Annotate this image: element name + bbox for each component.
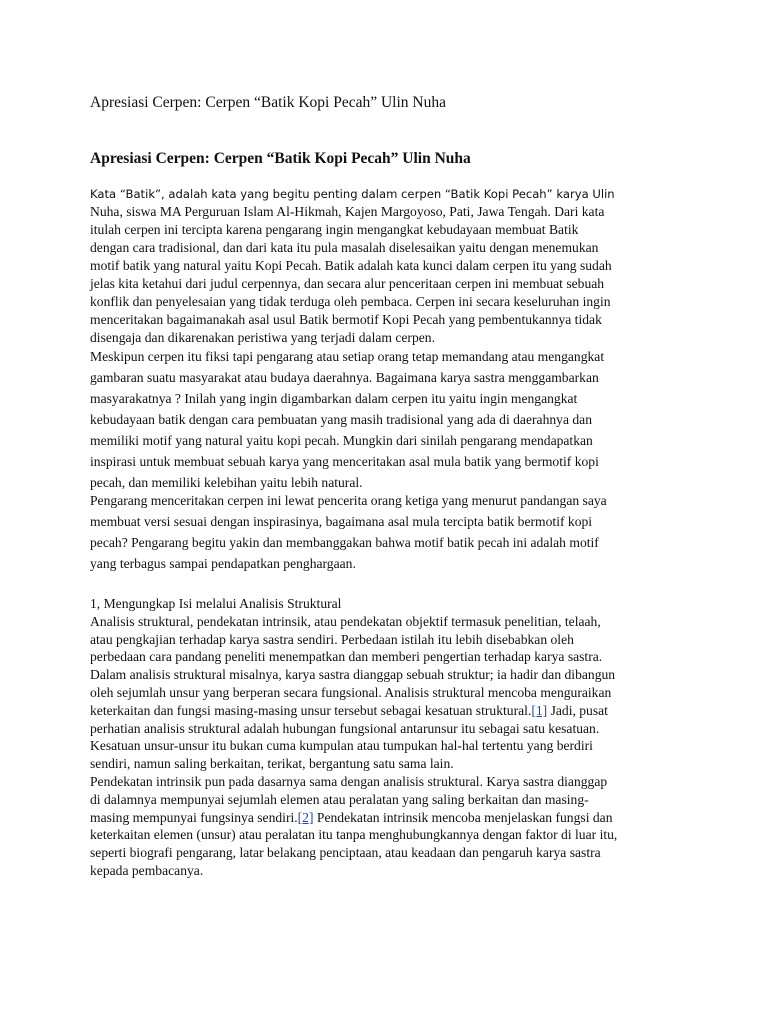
text-segment: keterkaitan dan fungsi masing-masing unsur tersebut sebagai kesatuan struktural.	[90, 702, 532, 718]
text-line: itulah cerpen ini tercipta karena pengarang ingin mengangkat kebudayaan membuat Batik	[90, 222, 579, 237]
text-line: motif batik yang natural yaitu Kopi Pecah. Batik adalah kata kunci dalam cerpen itu yang sudah	[90, 258, 612, 273]
text-line: keterkaitan elemen (unsur) atau peralatan itu tanpa menghubungkannya dengan faktor di luar itu,	[90, 827, 618, 843]
text-line-with-ref	[90, 702, 686, 720]
text-line: seperti biografi pengarang, latar belakang penciptaan, atau keadaan dan pengaruh karya sastra	[90, 845, 601, 861]
paragraph-pengarang	[90, 490, 686, 574]
text-line: Pengarang menceritakan cerpen ini lewat pencerita orang ketiga yang menurut pandangan saya	[90, 493, 607, 508]
article-heading: Apresiasi Cerpen: Cerpen “Batik Kopi Pecah” Ulin Nuha	[90, 150, 471, 167]
text-line: kebudayaan batik dengan cara pembuatan yang masih tradisional yang ada di daerahnya dan	[90, 412, 593, 427]
text-line: disengaja dan dikarenakan peristiwa yang terjadi dalam cerpen.	[90, 330, 435, 345]
paragraph-intro	[90, 185, 686, 347]
text-line: konflik dan penyelesaian yang tidak terduga oleh pembaca. Cerpen ini secara keseluruhan ingin	[90, 294, 611, 309]
text-segment: Jadi, pusat	[547, 702, 608, 718]
text-line: menceritakan bagaimanakah asal usul Batik bermotif Kopi Pecah yang pembentukannya tidak	[90, 312, 602, 327]
text-line: Pendekatan intrinsik pun pada dasarnya sama dengan analisis struktural. Karya sastra dianggap	[90, 773, 608, 789]
text-segment: Pendekatan intrinsik mencoba menjelaskan fungsi dan	[313, 809, 613, 825]
text-line: atau pengkajian terhadap karya sastra sendiri. Perbedaan istilah itu lebih disebabkan oleh	[90, 631, 574, 647]
text-line: jelas kita ketahui dari judul cerpennya, dan secara alur penceritaan cerpen ini membuat sebuah	[90, 276, 605, 291]
text-line: yang terbagus sampai pendapatkan penghargaan.	[90, 556, 356, 571]
text-line: Kata “Batik”, adalah kata yang begitu penting dalam cerpen “Batik Kopi Pecah” karya Ulin	[90, 187, 615, 201]
text-segment: masing mempunyai fungsinya sendiri.	[90, 809, 298, 825]
text-line: di dalamnya mempunyai sejumlah elemen atau peralatan yang saling berkaitan dan masing-	[90, 791, 589, 807]
text-line: Analisis struktural, pendekatan intrinsik, atau pendekatan objektif termasuk penelitian, telaah,	[90, 613, 601, 629]
text-line-with-ref	[90, 809, 686, 827]
section-analisis-struktural	[90, 595, 686, 880]
text-line: Dalam analisis struktural misalnya, karya sastra dianggap sebuah struktur; ia hadir dan dibangun	[90, 667, 616, 683]
text-line: masyarakatnya ? Inilah yang ingin digambarkan dalam cerpen itu yaitu ingin mengangkat	[90, 391, 578, 406]
text-line: sendiri, namun saling berkaitan, terikat, bergantung satu sama lain.	[90, 756, 454, 772]
text-line: kepada pembacanya.	[90, 862, 204, 878]
section-heading: 1, Mengungkap Isi melalui Analisis Struktural	[90, 596, 342, 611]
paragraph-meskipun	[90, 346, 686, 493]
document-title: Apresiasi Cerpen: Cerpen “Batik Kopi Pecah” Ulin Nuha	[90, 94, 446, 111]
footnote-link-2[interactable]: [2]	[297, 809, 314, 825]
text-line: memiliki motif yang natural yaitu kopi pecah. Mungkin dari sinilah pengarang mendapatkan	[90, 433, 593, 448]
text-line: Meskipun cerpen itu fiksi tapi pengarang atau setiap orang tetap memandang atau mengangkat	[90, 349, 605, 364]
text-line: inspirasi untuk membuat sebuah karya yang menceritakan asal mula batik yang bermotif kopi	[90, 454, 599, 469]
text-line: pecah, dan memiliki kelebihan yaitu lebih natural.	[90, 475, 363, 490]
text-line: Kesatuan unsur-unsur itu bukan cuma kumpulan atau tumpukan hal-hal tertentu yang berdiri	[90, 738, 593, 754]
footnote-link-1[interactable]: [1]	[531, 702, 548, 718]
text-line: oleh sejumlah unsur yang berperan secara fungsional. Analisis struktural mencoba menguraikan	[90, 684, 612, 700]
text-line: dengan cara tradisional, dan dari kata itu pula masalah diselesaikan yaitu dengan menemukan	[90, 240, 599, 255]
text-line: perbedaan cara pandang peneliti menempatkan dan memberi pengertian terhadap karya sastra.	[90, 649, 603, 665]
text-line: membuat versi sesuai dengan inspirasinya, bagaimana asal mula tercipta batik bermotif kopi	[90, 514, 593, 529]
text-line: gambaran suatu masyarakat atau budaya daerahnya. Bagaimana karya sastra menggambarkan	[90, 370, 599, 385]
text-line: perhatian analisis struktural adalah hubungan fungsional antarunsur itu sebagai satu kesatuan.	[90, 720, 600, 736]
text-line: pecah? Pengarang begitu yakin dan membanggakan bahwa motif batik pecah ini adalah motif	[90, 535, 599, 550]
text-line: Nuha, siswa MA Perguruan Islam Al-Hikmah, Kajen Margoyoso, Pati, Jawa Tengah. Dari kata	[90, 204, 605, 219]
